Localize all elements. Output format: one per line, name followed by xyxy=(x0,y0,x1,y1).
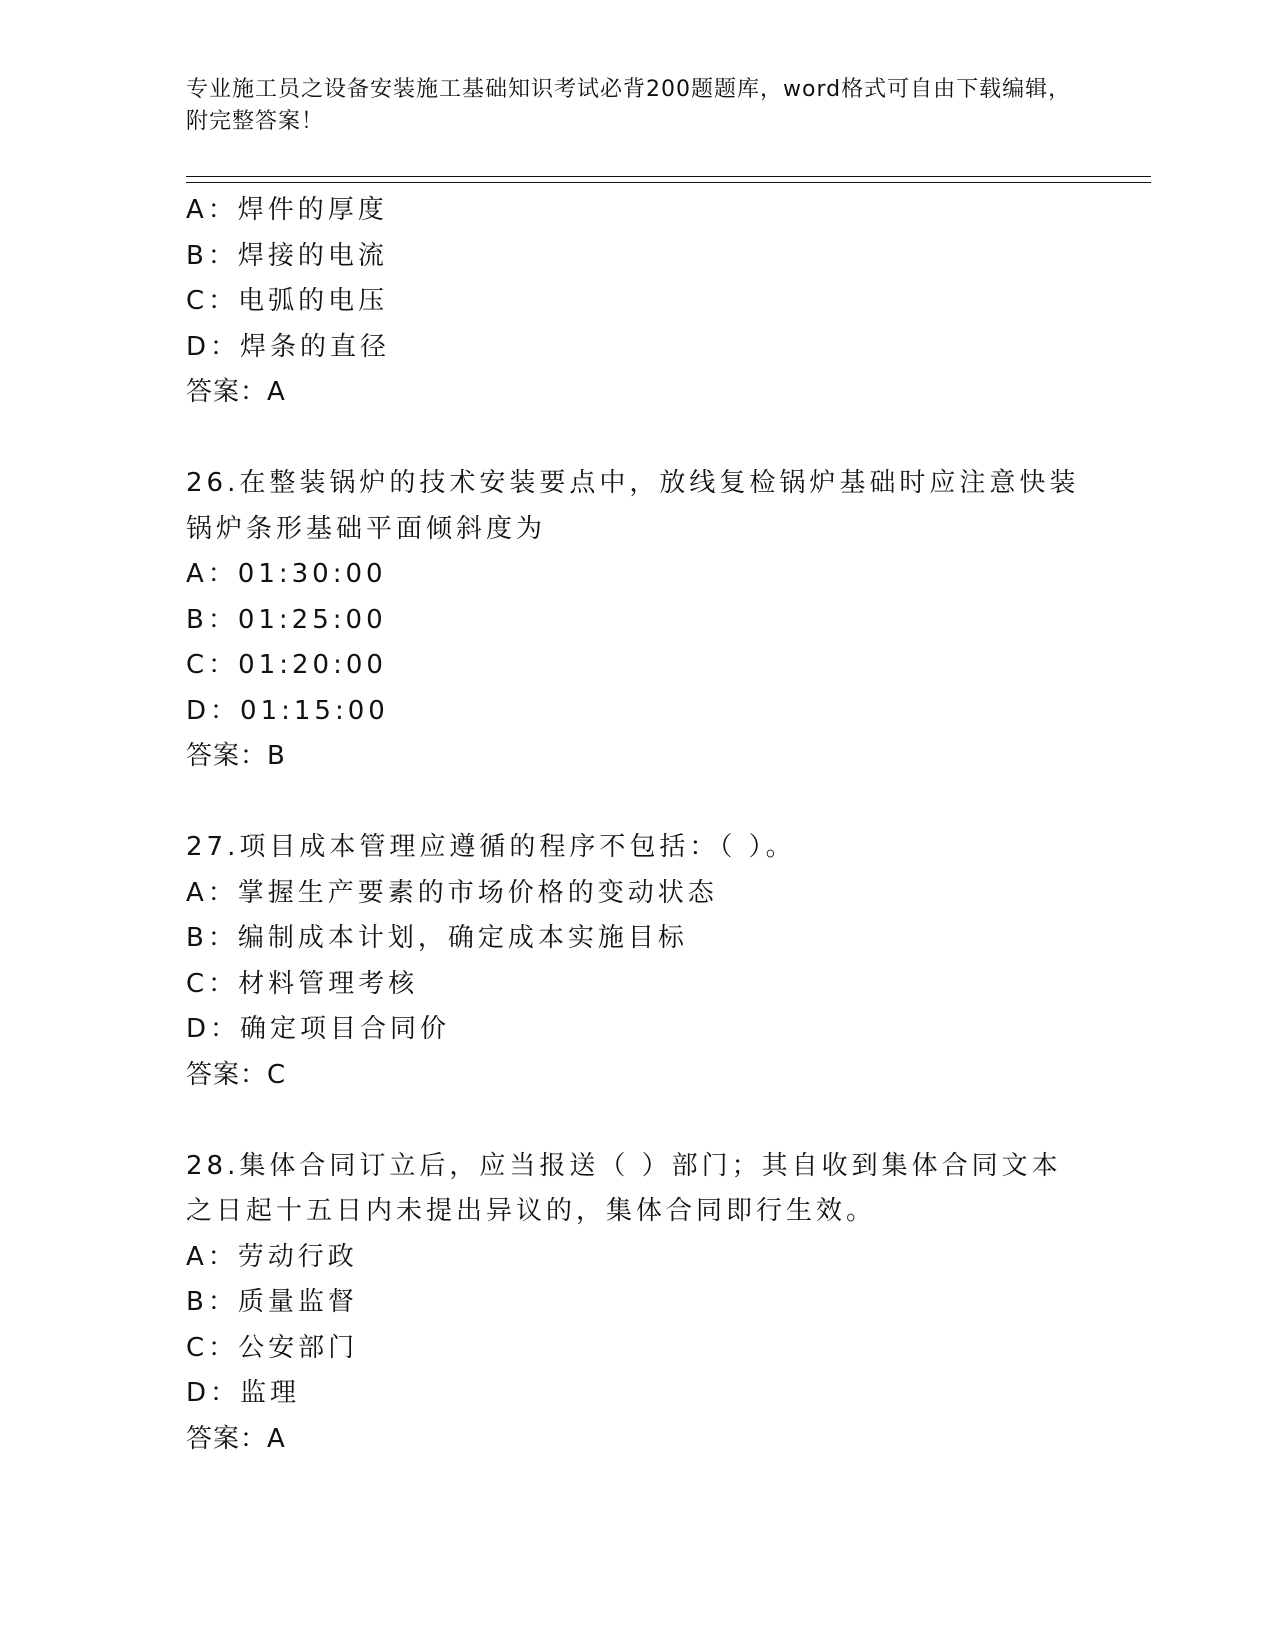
header-rule-top xyxy=(186,176,1151,177)
question-block-previous xyxy=(186,188,1086,416)
question-text: 27.项目成本管理应遵循的程序不包括：（ ）。 xyxy=(186,832,796,862)
option-d: D：焊条的直径 xyxy=(186,331,391,362)
option-b: B：编制成本计划，确定成本实施目标 xyxy=(186,923,688,953)
option-b: B：焊接的电流 xyxy=(186,240,388,271)
option-c: C：公安部门 xyxy=(186,1332,359,1363)
option-a: A：焊件的厚度 xyxy=(186,195,388,225)
question-block-26 xyxy=(186,461,1086,780)
spacer xyxy=(186,416,1086,462)
option-c: C：01:20:00 xyxy=(186,650,387,680)
option-d: D：01:15:00 xyxy=(186,695,389,726)
question-block-27 xyxy=(186,825,1086,1098)
question-block-28 xyxy=(186,1144,1086,1463)
header-rule-bottom xyxy=(186,182,1151,183)
option-b: B：质量监督 xyxy=(186,1287,358,1317)
option-a: A：01:30:00 xyxy=(186,559,387,589)
option-b: B：01:25:00 xyxy=(186,604,387,635)
answer-line: 答案：C xyxy=(186,1059,287,1090)
document-header: 专业施工员之设备安装施工基础知识考试必背200题题库，word格式可自由下载编辑，附完整答案！ xyxy=(186,77,1072,134)
option-a: A：掌握生产要素的市场价格的变动状态 xyxy=(186,877,718,908)
option-a: A：劳动行政 xyxy=(186,1241,358,1272)
question-text: 26.在整装锅炉的技术安装要点中，放线复检锅炉基础时应注意快装锅炉条形基础平面倾斜度为 xyxy=(186,468,1080,544)
answer-line: 答案：A xyxy=(186,1423,286,1454)
option-d: D：确定项目合同价 xyxy=(186,1014,451,1044)
option-c: C：材料管理考核 xyxy=(186,968,419,999)
spacer xyxy=(186,780,1086,826)
option-c: C：电弧的电压 xyxy=(186,286,389,316)
answer-line: 答案：B xyxy=(186,741,286,771)
question-text: 28.集体合同订立后，应当报送（ ）部门；其自收到集体合同文本之日起十五日内未提出异议的，集体合同即行生效。 xyxy=(186,1150,1062,1226)
answer-line: 答案：A xyxy=(186,377,286,407)
question-list xyxy=(186,188,1086,1462)
spacer xyxy=(186,1098,1086,1144)
option-d: D：监理 xyxy=(186,1378,301,1408)
